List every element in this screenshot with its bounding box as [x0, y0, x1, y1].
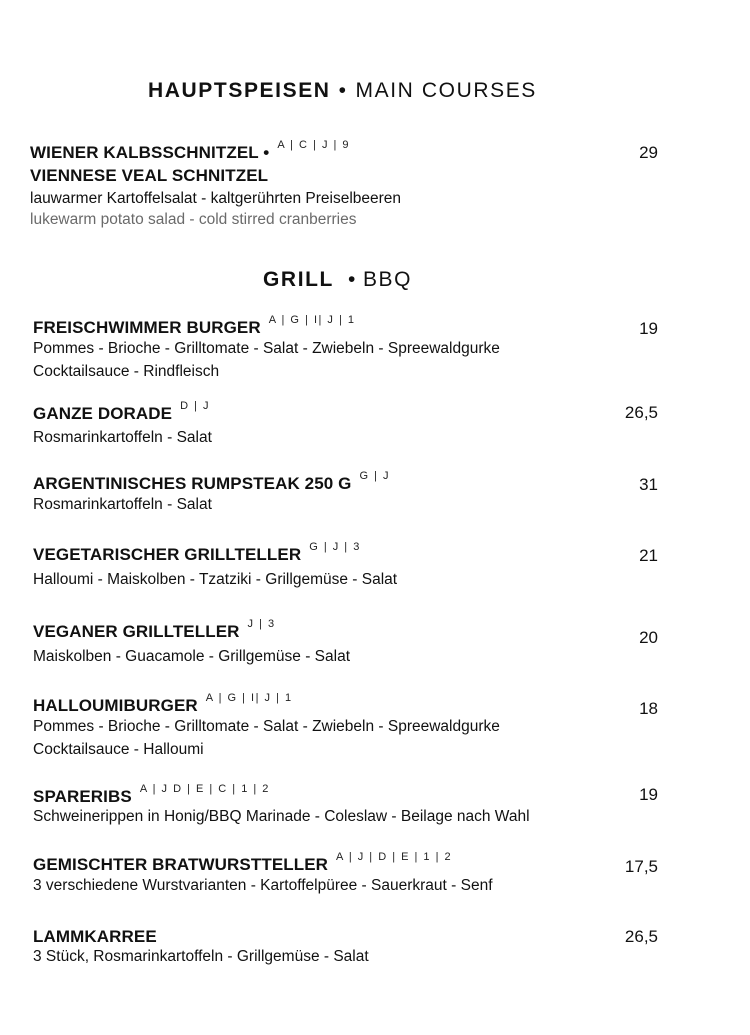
item-price: 18: [639, 699, 658, 718]
item-name-en: VIENNESE VEAL SCHNITZEL: [30, 166, 269, 185]
item-description: Maiskolben - Guacamole - Grillgemüse - Salat: [33, 648, 351, 665]
item-description: Pommes - Brioche - Grilltomate - Salat - Zwiebeln - Spreewaldgurke: [33, 718, 500, 735]
section-heading-main-courses: [148, 79, 537, 103]
item-allergens: J | 3: [247, 618, 276, 630]
item-name-text: GANZE DORADE: [33, 404, 173, 423]
item-name: [33, 541, 361, 565]
item-name-text: LAMMKARREE: [33, 927, 157, 946]
item-description: 3 Stück, Rosmarinkartoffeln - Grillgemüse - Salat: [33, 948, 369, 965]
item-price: 29: [639, 143, 658, 162]
item-name-text: GEMISCHTER BRATWURSTTELLER: [33, 855, 329, 874]
item-name: [33, 314, 356, 338]
item-price: 26,5: [624, 403, 658, 422]
item-description: Halloumi - Maiskolben - Tzatziki - Grillgemüse - Salat: [33, 571, 398, 588]
item-allergens: A | G | I| J | 1: [205, 692, 293, 704]
item-allergens: G | J | 3: [309, 541, 361, 553]
item-price: 19: [639, 785, 658, 804]
heading-main-en: MAIN COURSES: [355, 79, 537, 102]
item-price: 17,5: [624, 857, 658, 876]
item-description: Cocktailsauce - Halloumi: [33, 741, 204, 758]
heading-main-de: HAUPTSPEISEN: [148, 79, 331, 102]
item-price: 26,5: [624, 927, 658, 946]
section-heading-grill: [263, 268, 412, 292]
item-name: [33, 400, 211, 424]
item-description: Rosmarinkartoffeln - Salat: [33, 496, 212, 513]
item-allergens: A | G | I| J | 1: [268, 314, 356, 326]
item-description: Rosmarinkartoffeln - Salat: [33, 429, 212, 446]
item-allergens: A | C | J | 9: [277, 139, 351, 151]
item-price: 31: [639, 475, 658, 494]
item-description: Schweinerippen in Honig/BBQ Marinade - Coleslaw - Beilage nach Wahl: [33, 808, 530, 825]
item-name-text: ARGENTINISCHES RUMPSTEAK 250 G: [33, 474, 352, 493]
item-name: [33, 692, 293, 716]
heading-grill-en: BBQ: [362, 268, 413, 291]
item-allergens: D | J: [180, 400, 211, 412]
item-name-de: WIENER KALBSSCHNITZEL •: [30, 143, 270, 162]
item-price: 19: [639, 319, 658, 338]
item-allergens: G | J: [359, 470, 391, 482]
item-price: 20: [639, 628, 658, 647]
item-name-text: HALLOUMIBURGER: [33, 696, 198, 715]
item-name: [33, 783, 270, 807]
item-description-de: lauwarmer Kartoffelsalat - kaltgerührten Preiselbeeren: [30, 190, 402, 207]
item-name: [33, 470, 391, 494]
item-name: [33, 851, 453, 875]
heading-separator: •: [348, 268, 357, 291]
item-name-text: FREISCHWIMMER BURGER: [33, 318, 261, 337]
heading-separator: •: [338, 79, 348, 102]
item-description: 3 verschiedene Wurstvarianten - Kartoffelpüree - Sauerkraut - Senf: [33, 877, 493, 894]
item-name: [30, 139, 351, 163]
item-description-en: lukewarm potato salad - cold stirred cranberries: [30, 211, 357, 228]
item-description: Pommes - Brioche - Grilltomate - Salat - Zwiebeln - Spreewaldgurke: [33, 340, 500, 357]
item-allergens: A | J D | E | C | 1 | 2: [139, 783, 270, 795]
item-name-text: SPARERIBS: [33, 787, 132, 806]
item-allergens: A | J | D | E | 1 | 2: [336, 851, 453, 863]
item-name-text: VEGANER GRILLTELLER: [33, 622, 240, 641]
heading-grill-de: GRILL: [263, 268, 334, 291]
item-name: [33, 618, 276, 642]
item-price: 21: [639, 546, 658, 565]
item-name: [33, 927, 157, 947]
item-name-text: VEGETARISCHER GRILLTELLER: [33, 545, 302, 564]
item-description: Cocktailsauce - Rindfleisch: [33, 363, 220, 380]
